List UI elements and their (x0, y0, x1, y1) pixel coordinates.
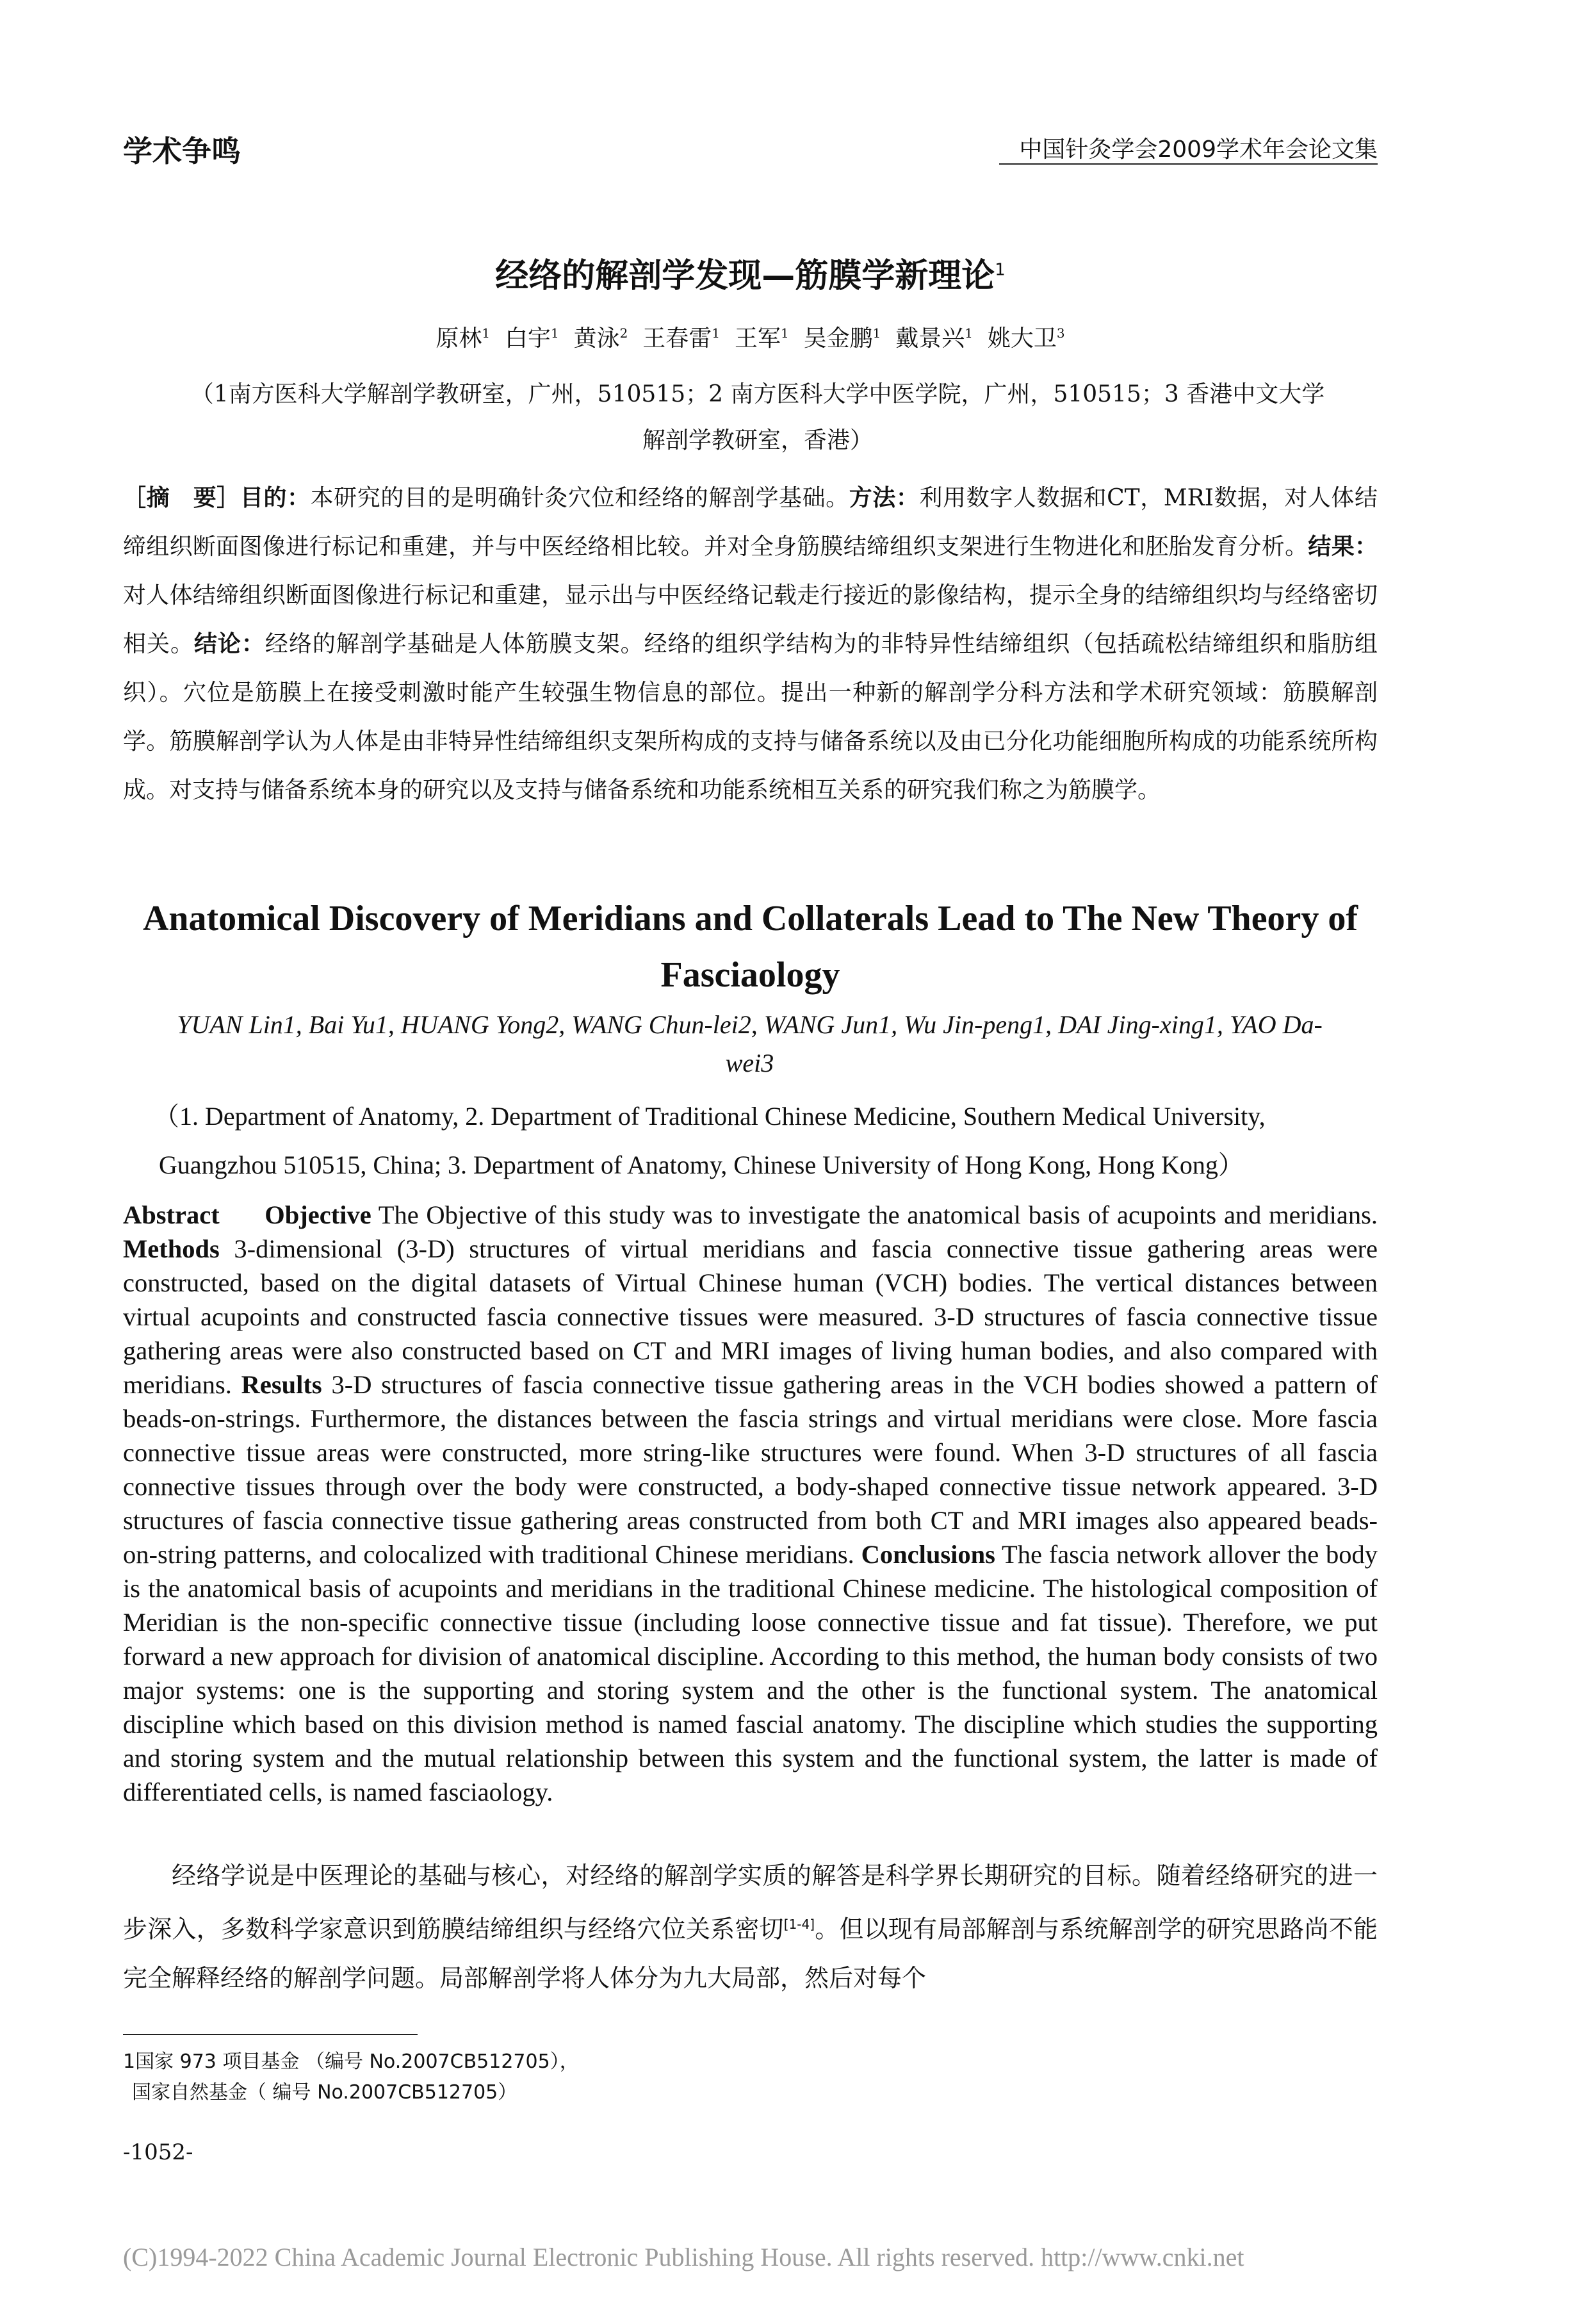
cn-author: 原林$^1$ (436, 325, 491, 352)
cn-results: 对人体结缔组织断面图像进行标记和重建，显示出与中医经络记载走行接近的影像结构，提示全身的结缔组织均与经络密切相关。 (123, 582, 1378, 657)
en-conclusions: The fascia network allover the body is the anatomical basis of acupoints and meridians in the traditional Chinese medicine. The histological composition of Meridian is the non-specific connective tissue (including loose connective tissue and fat tissue). Therefore, we put forward a new approach for division of anatomical discipline. According to this method, the human body consists of two major systems: one is the supporting and storing system and the other is the functional system. The anatomical discipline which based on this division method is named fascial anatomy. The discipline which studies the supporting and storing system and the mutual relationship between this system and the functional system, the latter is made of differentiated cells, is named fasciaology. (123, 1540, 1378, 1806)
copyright-notice: (C)1994-2022 China Academic Journal Electronic Publishing House. All rights reserved. http://www.cnki.net (123, 2243, 1244, 2271)
cn-conclusion-label: 结论： (193, 631, 265, 657)
section-header: 学术争鸣 (123, 134, 241, 168)
proceedings-header: 中国针灸学会2009学术年会论文集 (1019, 136, 1378, 163)
en-affiliations (154, 1092, 1378, 1190)
cn-results-label: 结果： (1308, 534, 1378, 560)
cn-methods-label: 方法： (849, 485, 920, 511)
cn-conclusion: 经络的解剖学基础是人体筋膜支架。经络的组织学结构为的非特异性结缔组织（包括疏松结缔组织和脂肪组织）。穴位是筋膜上在接受刺激时能产生较强生物信息的部位。提出一种新的解剖学分科方法和学术研究领域：筋膜解剖学。筋膜解剖学认为人体是由非特异性结缔组织支架所构成的支持与储备系统以及由已分化功能细胞所构成的功能系统所构成。对支持与储备系统本身的研究以及支持与储备系统和功能系统相互关系的研究我们称之为筋膜学。 (123, 631, 1378, 803)
en-title: Anatomical Discovery of Meridians and Collaterals Lead to The New Theory of Fasciaology (142, 899, 1358, 995)
cn-affiliation-line: 解剖学教研室，香港） (642, 427, 873, 454)
cn-abstract-label: ［摘 要］ (123, 485, 240, 511)
cn-affiliation-line: （1南方医科大学解剖学教研室，广州，510515；2 南方医科大学中医学院，广州，510515；3 香港中文大学 (190, 381, 1325, 407)
en-results-label: Results (241, 1370, 322, 1399)
en-abstract (123, 1198, 1378, 1809)
cn-abstract (123, 474, 1378, 815)
en-affiliation-line: （1. Department of Anatomy, 2. Department of Traditional Chinese Medicine, Southern Medical University, (154, 1102, 1266, 1131)
cn-affiliations (138, 372, 1378, 464)
cn-authors (123, 320, 1378, 353)
cn-author: 王军$^1$ (734, 325, 789, 352)
cn-title-footnote-mark: 1 (995, 260, 1006, 280)
cn-title (123, 249, 1378, 297)
cn-methods: 利用数字人数据和CT，MRI数据，对人体结缔组织断面图像进行标记和重建，并与中医经络相比较。并对全身筋膜结缔组织支架进行生物进化和胚胎发育分析。 (123, 485, 1378, 560)
en-results: 3-D structures of fascia connective tissue gathering areas in the VCH bodies showed a pattern of beads-on-strings. Furthermore, the distances between the fascia strings and virtual meridians were close. More fascia connective tissue areas were constructed, more string-like structures were found. When 3-D structures of all fascia connective tissues through over the body were constructed, a body-shaped connective tissue network appeared. 3-D structures of fascia connective tissue gathering areas constructed from both CT and MRI images also appeared beads-on-string patterns, and colocalized with traditional Chinese meridians. (123, 1370, 1378, 1569)
en-authors: YUAN Lin1, Bai Yu1, HUANG Yong2, WANG Chun-lei2, WANG Jun1, Wu Jin-peng1, DAI Jing-xing1, YAO Da-wei3 (177, 1010, 1323, 1077)
cn-author: 姚大卫$^3$ (987, 325, 1065, 352)
footnote-line: 国家自然基金（ 编号 No.2007CB512705） (132, 2081, 517, 2104)
en-abstract-label: Abstract (123, 1200, 220, 1229)
en-objective: The Objective of this study was to investigate the anatomical basis of acupoints and meridians. (378, 1200, 1378, 1229)
footnote-rule (123, 2034, 418, 2035)
cn-author: 黄泳$^2$ (573, 325, 628, 352)
footnotes (123, 2047, 579, 2108)
en-methods-label: Methods (123, 1234, 220, 1263)
cn-objective: 本研究的目的是明确针灸穴位和经络的解剖学基础。 (310, 485, 849, 511)
cn-author: 吴金鹏$^1$ (803, 325, 881, 352)
citation-ref[interactable]: [1-4] (783, 1917, 815, 1932)
footnote-line: 1国家 973 项目基金 （编号 No.2007CB512705）， (123, 2050, 579, 2073)
en-objective-label: Objective (265, 1200, 371, 1229)
body-text-continued: 。但以现有局部解剖与系统解剖学的研究思路尚不能完全解释经络的解剖学问题。局部解剖学将人体分为九大局部，然后对每个 (123, 1915, 1378, 1992)
cn-author: 王春雷$^1$ (642, 325, 721, 352)
page-number: -1052- (123, 2140, 193, 2165)
en-conclusions-label: Conclusions (861, 1540, 995, 1569)
cn-objective-label: 目的： (240, 485, 311, 511)
body-paragraph (123, 1851, 1378, 2002)
cn-author: 戴景兴$^1$ (895, 325, 973, 352)
en-affiliation-line: Guangzhou 510515, China; 3. Department of Anatomy, Chinese University of Hong Kong, Hong Kong） (159, 1150, 1244, 1179)
cn-title-text: 经络的解剖学发现—筋膜学新理论 (495, 257, 995, 295)
body-text: 经络学说是中医理论的基础与核心，对经络的解剖学实质的解答是科学界长期研究的目标。随着经络研究的进一步深入，多数科学家意识到筋膜结缔组织与经络穴位关系密切 (123, 1862, 1378, 1943)
header-rule (999, 163, 1378, 165)
en-methods: 3-dimensional (3-D) structures of virtual meridians and fascia connective tissue gathering areas were constructed, based on the digital datasets of Virtual Chinese human (VCH) bodies. The vertical distances between virtual acupoints and constructed fascia connective tissues were measured. 3-D structures of fascia connective tissue gathering areas were also constructed based on CT and MRI images of living human bodies, and also compared with meridians. (123, 1234, 1378, 1399)
cn-author: 白宇$^1$ (505, 325, 559, 352)
